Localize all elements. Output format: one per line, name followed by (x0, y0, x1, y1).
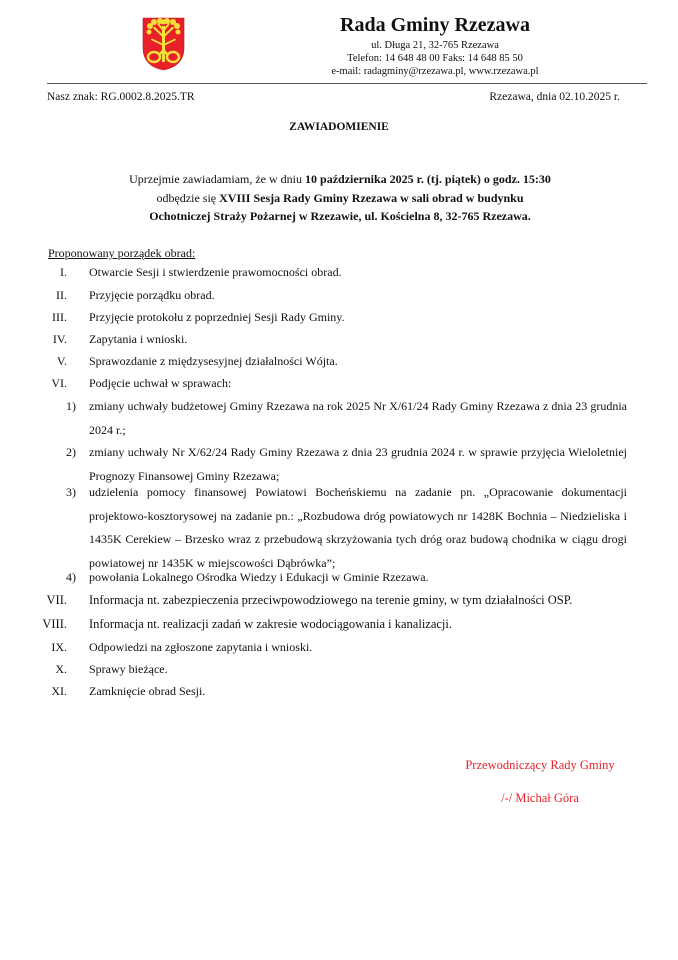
agenda-item: Przyjęcie porządku obrad. (89, 288, 215, 302)
agenda-item: Sprawozdanie z międzysesyjnej działalności Wójta. (89, 354, 338, 368)
agenda-item-number: XI. (51, 684, 67, 698)
agenda-heading: Proponowany porządek obrad: (48, 246, 196, 260)
organization-address: ul. Długa 21, 32-765 Rzezawa (371, 40, 499, 51)
intro-text: Uprzejmie zawiadamiam, że w dniu (129, 172, 306, 186)
agenda-subitem: powołania Lokalnego Ośrodka Wiedzy i Edukacji w Gminie Rzezawa. (89, 570, 429, 584)
organization-phone-fax: Telefon: 14 648 48 00 Faks: 14 648 85 50 (347, 53, 523, 64)
agenda-item: Przyjęcie protokołu z poprzedniej Sesji Rady Gminy. (89, 310, 345, 324)
agenda-item-number: II. (56, 288, 67, 302)
agenda-item-number: V. (56, 354, 67, 368)
agenda-item: Informacja nt. zabezpieczenia przeciwpowodziowego na terenie gminy, w tym działalności OSP. (89, 593, 573, 607)
organization-contact: e-mail: radagminy@rzezawa.pl, www.rzezawa.pl (331, 66, 539, 77)
reference-number: Nasz znak: RG.0002.8.2025.TR (47, 91, 195, 103)
agenda-item: Otwarcie Sesji i stwierdzenie prawomocności obrad. (89, 265, 342, 279)
subitem-number: 3) (66, 485, 76, 499)
agenda-item-number: VI. (51, 376, 67, 390)
subitem-number: 2) (66, 445, 76, 459)
agenda-item-number: VIII. (42, 617, 67, 631)
intro-date-time: 10 października 2025 r. (tj. piątek) o godz. 15:30 (305, 172, 551, 186)
agenda-item: Podjęcie uchwał w sprawach: (89, 376, 232, 390)
intro-venue: Ochotniczej Straży Pożarnej w Rzezawie, ul. Kościelna 8, 32-765 Rzezawa. (149, 209, 531, 223)
document-title: ZAWIADOMIENIE (289, 121, 389, 133)
agenda-item-number: VII. (46, 593, 67, 607)
agenda-subitem: udzielenia pomocy finansowej Powiatowi Bocheńskiemu na zadanie pn. „Opracowanie dokumentacji projektowo-kosztorysowej na zadanie pn.: „Rozbudowa dróg powiatowych nr 1428K Bochnia – Niedzieliska i 1435K Cerekiew – Brzesko wraz z przebudową skrzyżowania tych dróg oraz budową chodnika w ciągu drogi powiatowej nr 1435K w miejscowości Dąbrówka”; (89, 485, 627, 570)
coat-of-arms-logo (141, 16, 186, 72)
agenda-item-number: X. (55, 662, 67, 676)
header-divider (47, 83, 647, 84)
agenda-item: Sprawy bieżące. (89, 662, 168, 676)
intro-text: odbędzie się (156, 190, 220, 205)
signature-role: Przewodniczący Rady Gminy (465, 758, 615, 772)
agenda-item: Zamknięcie obrad Sesji. (89, 684, 206, 698)
agenda-subitem: zmiany uchwały budżetowej Gminy Rzezawa na rok 2025 Nr X/61/24 Rady Gminy Rzezawa z dnia 23 grudnia 2024 r.; (89, 399, 627, 437)
signature-name: /-/ Michał Góra (501, 791, 579, 805)
subitem-number: 4) (66, 570, 76, 584)
organization-name: Rada Gminy Rzezawa (340, 14, 530, 36)
document-date: Rzezawa, dnia 02.10.2025 r. (489, 91, 620, 103)
agenda-item: Zapytania i wnioski. (89, 332, 188, 346)
agenda-item: Odpowiedzi na zgłoszone zapytania i wnioski. (89, 640, 313, 654)
intro-session: XVIII Sesja Rady Gminy Rzezawa w sali obrad w budynku (219, 190, 524, 205)
agenda-item: Informacja nt. realizacji zadań w zakresie wodociągowania i kanalizacji. (89, 617, 453, 631)
agenda-item-number: IX. (51, 640, 67, 654)
agenda-item-number: III. (52, 310, 67, 324)
agenda-item-number: IV. (52, 332, 67, 346)
agenda-subitem: zmiany uchwały Nr X/62/24 Rady Gminy Rzezawa z dnia 23 grudnia 2024 r. w sprawie przyjęcia Wieloletniej Prognozy Finansowej Gminy Rzezawa; (89, 445, 627, 483)
agenda-item-number: I. (60, 265, 67, 279)
intro-paragraph (80, 170, 600, 226)
subitem-number: 1) (66, 399, 76, 413)
